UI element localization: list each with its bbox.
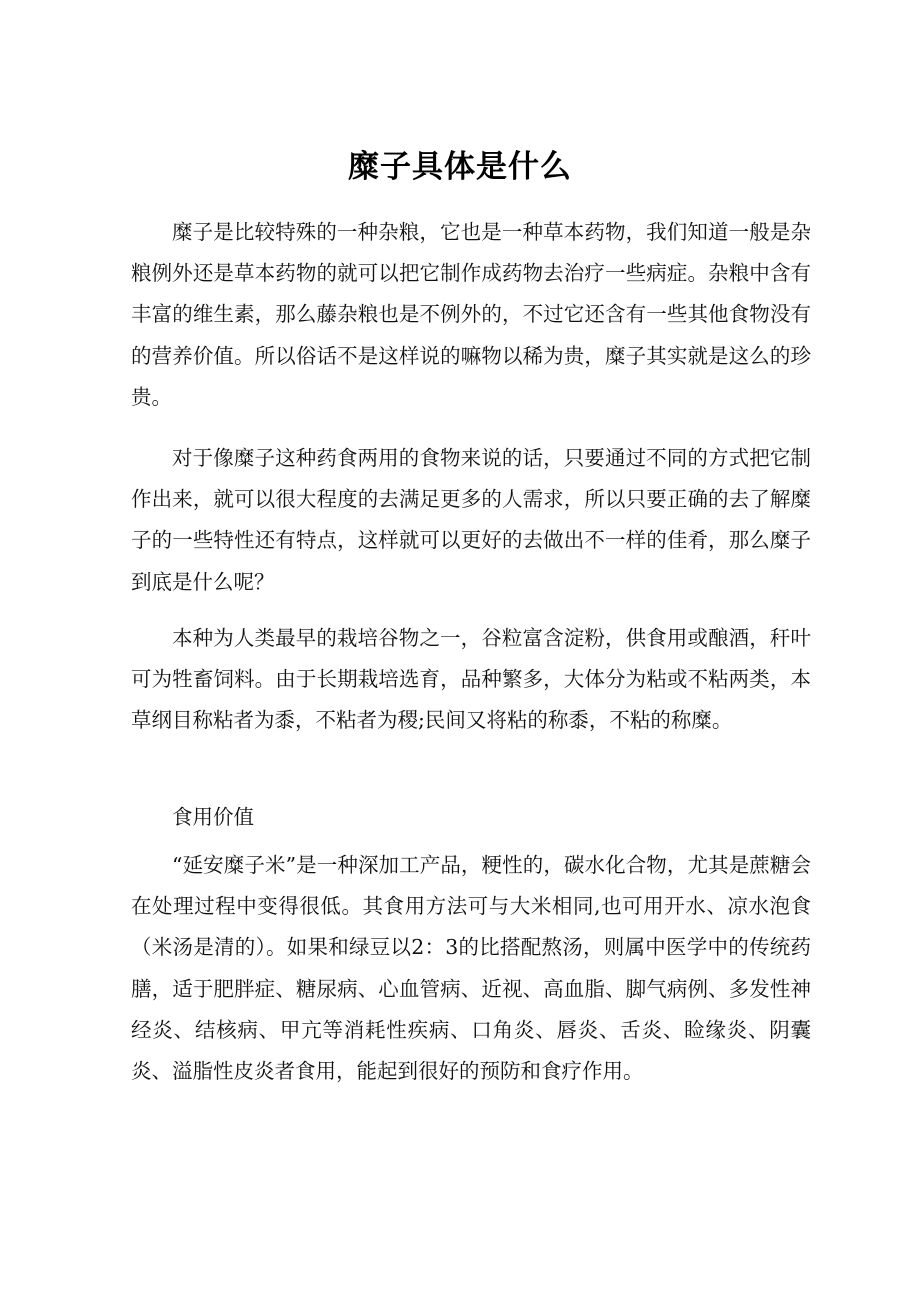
- paragraph-food-value: [131, 845, 811, 1092]
- paragraph-usage: [131, 438, 811, 603]
- section-heading-text: 食用价值: [172, 805, 254, 829]
- document-title: 糜子具体是什么: [348, 149, 572, 185]
- paragraph-text: 对于像糜子这种药食两用的食物来说的话，只要通过不同的方式把它制作出来，就可以很大程度的去满足更多的人需求，所以只要正确的去了解糜子的一些特性还有特点，这样就可以更好的去做出不一样的佳肴，那么糜子到底是什么呢？: [131, 446, 811, 594]
- paragraph-text: “延安糜子米”是一种深加工产品，粳性的，碳水化合物，尤其是蔗糖会在处理过程中变得很低。其食用方法可与大米相同,也可用开水、凉水泡食（米汤是清的）。如果和绿豆以2：3的比搭配熬汤，则属中医学中的传统药膳，适于肥胖症、糖尿病、心血管病、近视、高血脂、脚气病例、多发性神经炎、结核病、甲亢等消耗性疾病、口角炎、唇炎、舌炎、睑缘炎、阴囊炎、溢脂性皮炎者食用，能起到很好的预防和食疗作用。: [131, 853, 811, 1084]
- paragraph-text: 糜子是比较特殊的一种杂粮，它也是一种草本药物，我们知道一般是杂粮例外还是草本药物的就可以把它制作成药物去治疗一些病症。杂粮中含有丰富的维生素，那么藤杂粮也是不例外的，不过它还含有一些其他食物没有的营养价值。所以俗话不是这样说的嘛物以稀为贵，糜子其实就是这么的珍贵。: [131, 220, 811, 409]
- paragraph-intro: [131, 212, 811, 418]
- section-heading-food-value: [131, 797, 811, 838]
- paragraph-text: 本种为人类最早的栽培谷物之一，谷粒富含淀粉，供食用或酿酒，秆叶可为牲畜饲料。由于长期栽培选育，品种繁多，大体分为粘或不粘两类，本草纲目称粘者为黍，不粘者为稷;民间又将粘的称黍，不粘的称糜。: [131, 626, 811, 733]
- paragraph-cultivation: [131, 618, 811, 742]
